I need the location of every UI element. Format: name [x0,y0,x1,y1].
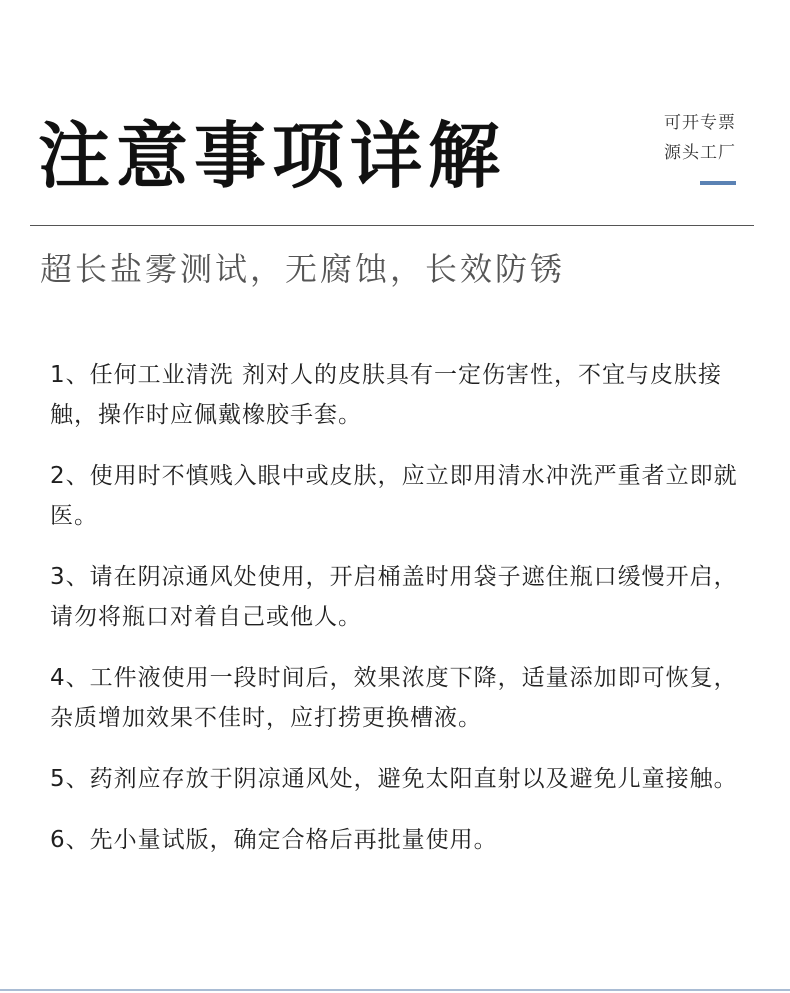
accent-bar [700,181,736,185]
bottom-divider [0,989,790,991]
precautions-list [50,355,750,881]
subtitle: 超长盐雾测试，无腐蚀，长效防锈 [40,250,566,288]
factory-badge [664,108,736,168]
list-item: 4、工件液使用一段时间后，效果浓度下降，适量添加即可恢复，杂质增加效果不佳时，应打捞更换槽液。 [50,665,738,731]
list-item: 3、请在阴凉通风处使用，开启桶盖时用袋子遮住瓶口缓慢开启，请勿将瓶口对着自己或他人。 [50,564,738,630]
badge-factory-text: 源头工厂 [664,143,736,163]
list-item: 1、任何工业清洗 剂对人的皮肤具有一定伤害性，不宜与皮肤接触，操作时应佩戴橡胶手套。 [50,362,722,428]
header-divider [30,225,754,226]
list-item: 5、药剂应存放于阴凉通风处，避免太阳直射以及避免儿童接触。 [50,766,738,792]
page-title: 注意事项详解 [38,114,507,198]
list-item: 2、使用时不慎贱入眼中或皮肤，应立即用清水冲洗严重者立即就医。 [50,463,738,529]
list-item: 6、先小量试版，确定合格后再批量使用。 [50,827,498,853]
badge-invoice-text: 可开专票 [664,113,736,133]
